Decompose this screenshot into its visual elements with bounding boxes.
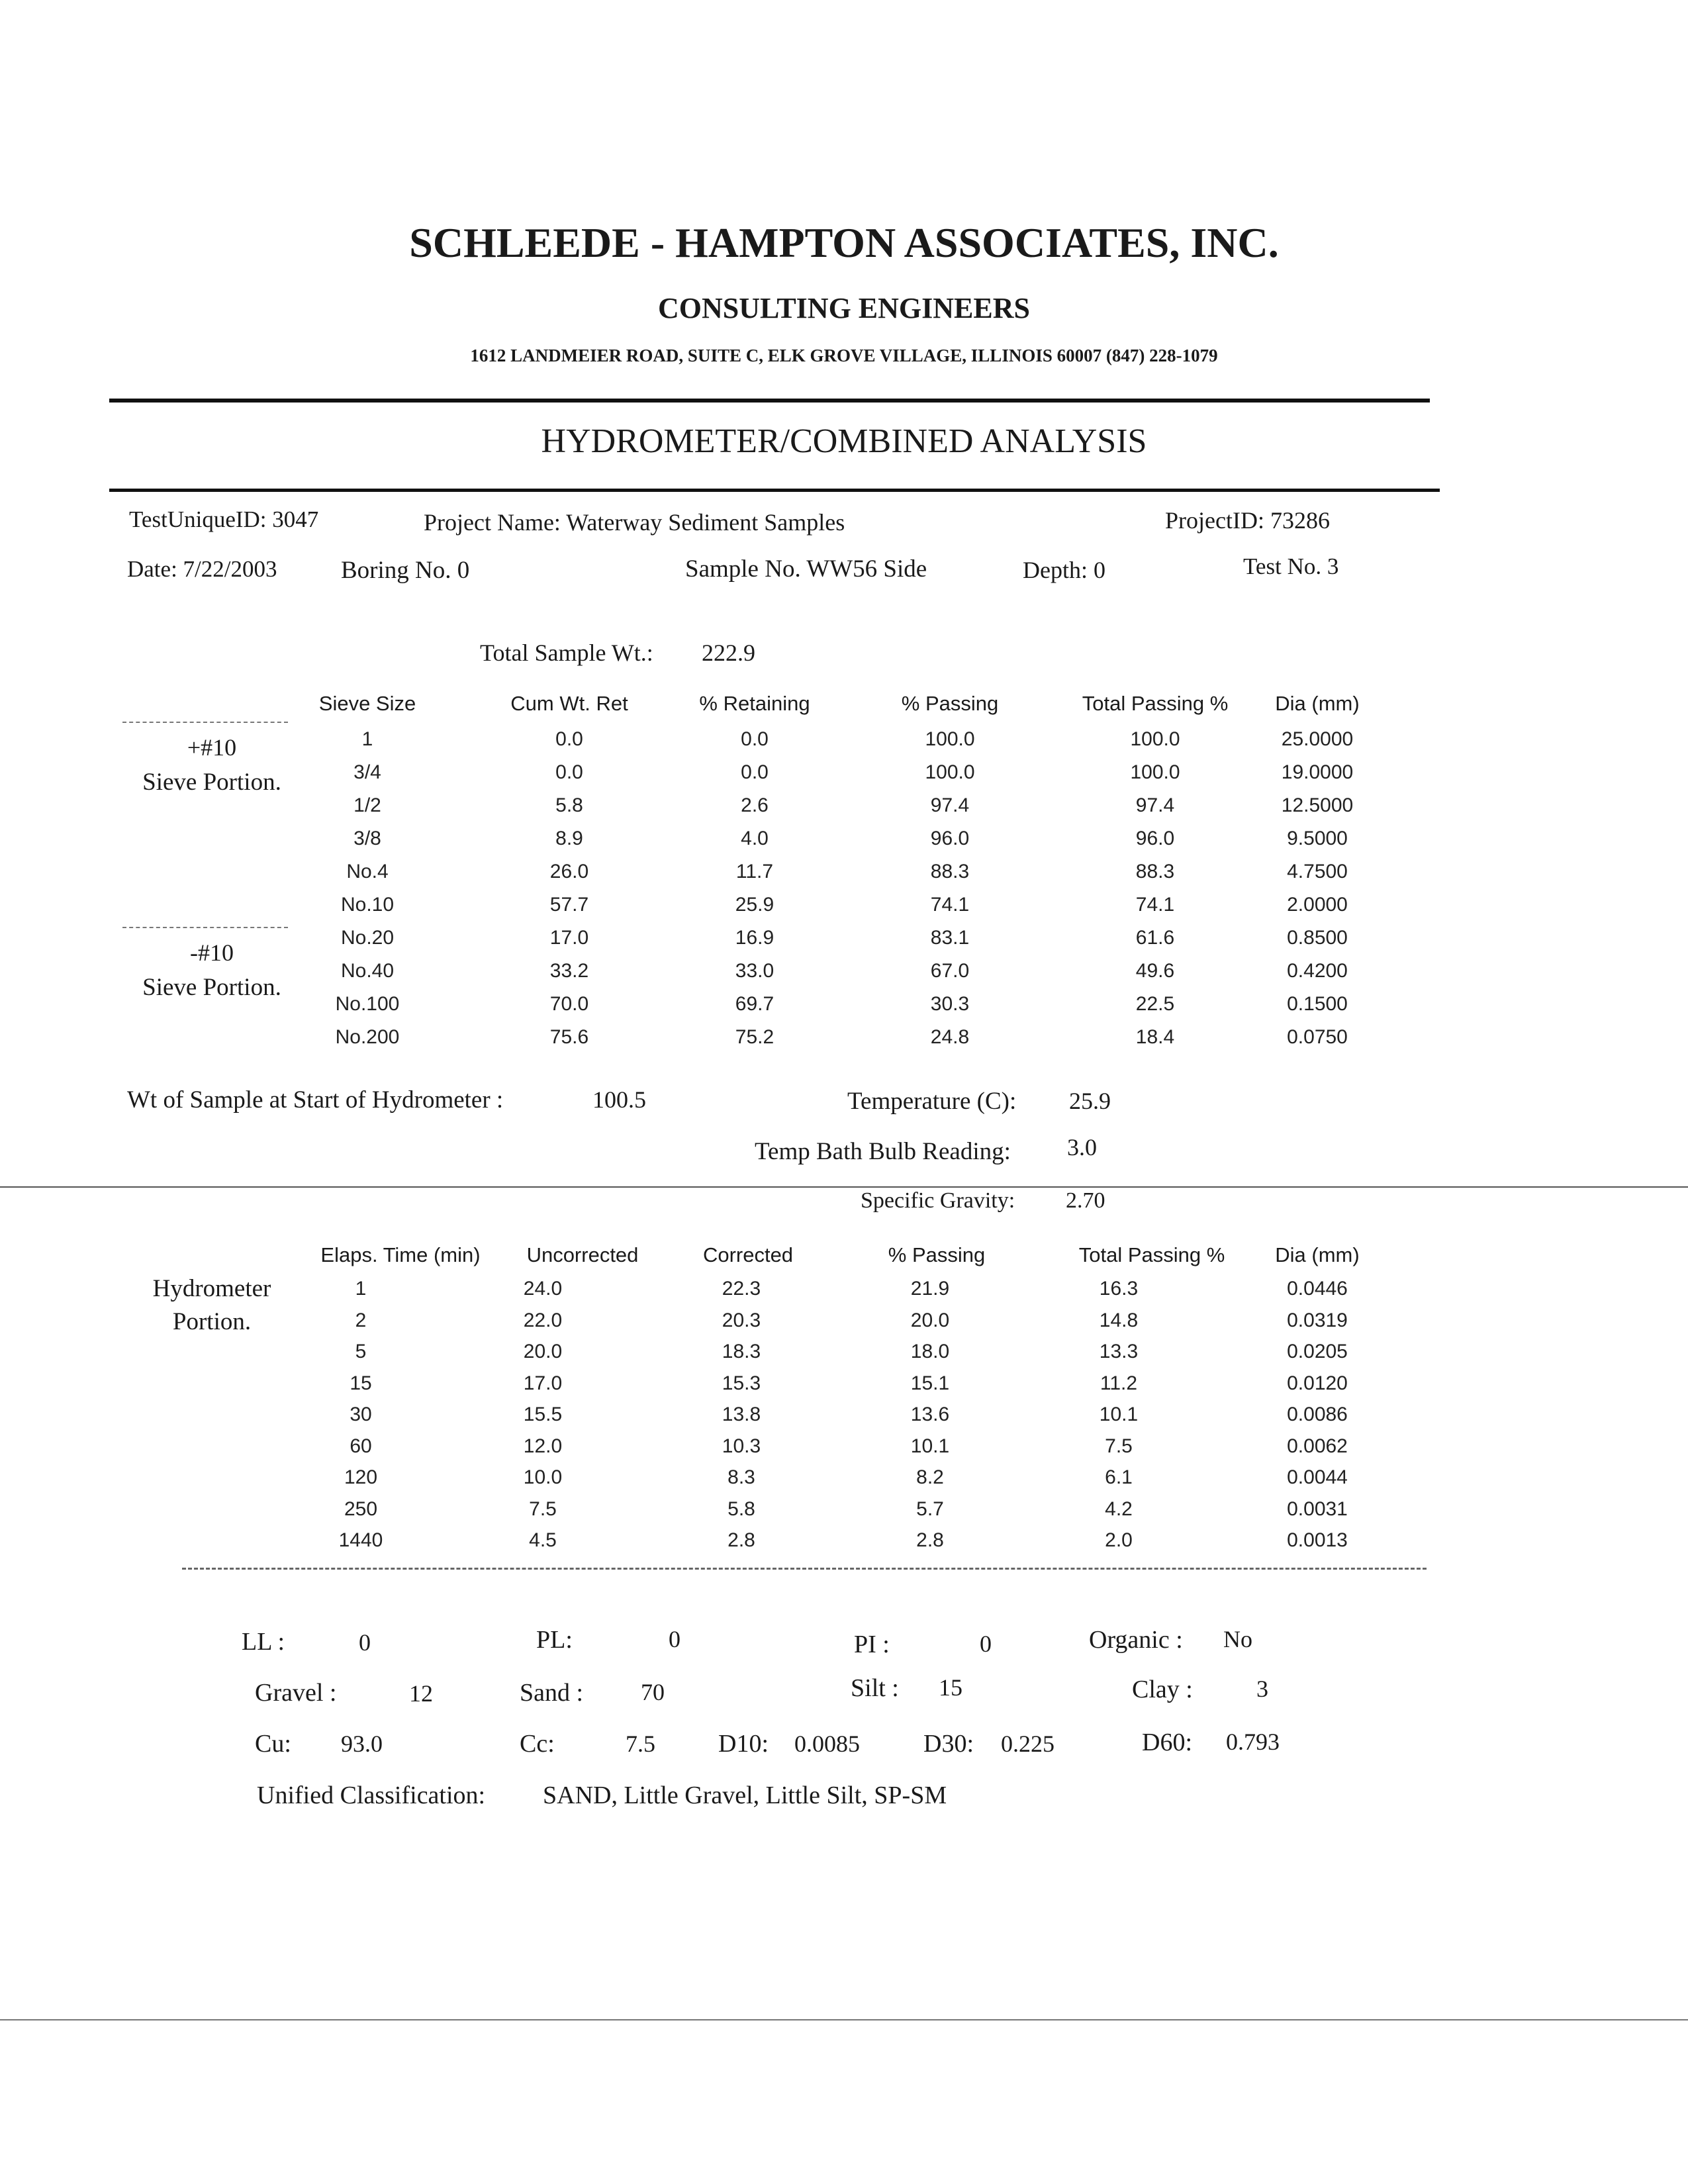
passing-cell: 24.8 xyxy=(930,1026,970,1048)
project-id: ProjectID: 73286 xyxy=(1165,507,1330,534)
cum-wt-cell: 0.0 xyxy=(555,761,583,783)
corrected-cell: 10.3 xyxy=(722,1435,761,1457)
cc-value: 7.5 xyxy=(626,1731,655,1757)
total-passing-cell: 97.4 xyxy=(1135,794,1175,816)
passing-cell: 10.1 xyxy=(910,1435,950,1457)
corrected-cell: 13.8 xyxy=(722,1403,761,1425)
table-row xyxy=(0,1026,1688,1059)
cum-wt-cell: 70.0 xyxy=(549,993,589,1015)
corrected-cell: 15.3 xyxy=(722,1372,761,1394)
dia-cell: 2.0000 xyxy=(1287,894,1348,916)
sieve-size-cell: 1 xyxy=(361,728,373,750)
corrected-cell: 22.3 xyxy=(722,1278,761,1300)
dia-cell: 0.0013 xyxy=(1287,1529,1348,1551)
pi-label: PI : xyxy=(854,1631,890,1658)
sieve-table-body xyxy=(0,728,1688,1059)
total-passing-cell: 4.2 xyxy=(1105,1497,1133,1520)
pi-value: 0 xyxy=(980,1631,992,1657)
d10-label: D10: xyxy=(718,1730,769,1758)
boring-no: Boring No. 0 xyxy=(341,557,470,584)
dia-cell: 0.0031 xyxy=(1287,1497,1348,1520)
ll-value: 0 xyxy=(359,1629,371,1656)
gravel-label: Gravel : xyxy=(255,1679,337,1707)
time-cell: 1 xyxy=(355,1278,367,1300)
organic-label: Organic : xyxy=(1089,1626,1183,1654)
uncorrected-cell: 10.0 xyxy=(523,1466,563,1488)
wt-hydrometer-value: 100.5 xyxy=(592,1086,646,1113)
cu-value: 93.0 xyxy=(341,1731,383,1757)
silt-label: Silt : xyxy=(851,1674,899,1702)
retaining-cell: 11.7 xyxy=(735,861,774,882)
time-cell: 30 xyxy=(350,1403,372,1425)
table-end-divider xyxy=(182,1568,1427,1570)
sieve-size-cell: No.10 xyxy=(340,894,395,916)
dia-cell: 0.1500 xyxy=(1287,993,1348,1015)
plus10-divider xyxy=(122,722,288,723)
sieve-size-cell: No.40 xyxy=(340,960,395,982)
total-sample-value: 222.9 xyxy=(702,640,755,666)
total-sample-label: Total Sample Wt.: xyxy=(480,640,653,666)
d10-value: 0.0085 xyxy=(794,1731,860,1757)
passing-cell: 88.3 xyxy=(930,861,970,882)
passing-cell: 20.0 xyxy=(910,1309,950,1331)
retaining-cell: 75.2 xyxy=(735,1026,774,1048)
hydrometer-sublabel: Portion. xyxy=(172,1308,252,1335)
hydrometer-label: Hydrometer xyxy=(152,1275,271,1302)
cum-wt-cell: 57.7 xyxy=(549,894,589,916)
total-passing-cell: 10.1 xyxy=(1099,1403,1139,1425)
sieve-header-size: Sieve Size xyxy=(318,692,416,715)
time-cell: 120 xyxy=(344,1466,378,1488)
specific-gravity-label: Specific Gravity: xyxy=(861,1188,1015,1213)
total-passing-cell: 100.0 xyxy=(1130,761,1180,783)
bulb-reading-value: 3.0 xyxy=(1067,1134,1097,1161)
total-passing-cell: 49.6 xyxy=(1135,960,1175,982)
dia-cell: 0.4200 xyxy=(1287,960,1348,982)
table-row xyxy=(0,761,1688,794)
table-row xyxy=(0,894,1688,927)
table-row xyxy=(0,728,1688,761)
cc-label: Cc: xyxy=(520,1730,555,1758)
retaining-cell: 69.7 xyxy=(735,993,774,1015)
total-passing-cell: 13.3 xyxy=(1099,1341,1139,1362)
sieve-size-cell: 3/4 xyxy=(353,761,381,783)
retaining-cell: 0.0 xyxy=(741,728,769,750)
retaining-cell: 4.0 xyxy=(741,828,769,849)
temperature-value: 25.9 xyxy=(1069,1088,1111,1114)
dia-cell: 0.8500 xyxy=(1287,927,1348,949)
clay-label: Clay : xyxy=(1132,1676,1193,1703)
cu-label: Cu: xyxy=(255,1730,291,1758)
table-row xyxy=(0,1341,1688,1372)
dia-cell: 0.0446 xyxy=(1287,1278,1348,1300)
corrected-cell: 18.3 xyxy=(722,1341,761,1362)
passing-cell: 100.0 xyxy=(925,728,975,750)
hydrometer-table-body xyxy=(0,1278,1688,1561)
table-row xyxy=(0,1529,1688,1561)
dia-cell: 0.0205 xyxy=(1287,1341,1348,1362)
d60-label: D60: xyxy=(1142,1729,1192,1756)
dia-cell: 0.0062 xyxy=(1287,1435,1348,1457)
sand-value: 70 xyxy=(641,1679,665,1705)
total-passing-cell: 74.1 xyxy=(1135,894,1175,916)
report-title: HYDROMETER/COMBINED ANALYSIS xyxy=(541,422,1147,460)
passing-cell: 13.6 xyxy=(910,1403,950,1425)
dia-cell: 0.0120 xyxy=(1287,1372,1348,1394)
passing-cell: 15.1 xyxy=(910,1372,950,1394)
wt-hydrometer-label: Wt of Sample at Start of Hydrometer : xyxy=(127,1086,504,1114)
passing-cell: 21.9 xyxy=(910,1278,950,1300)
retaining-cell: 25.9 xyxy=(735,894,774,916)
total-passing-cell: 22.5 xyxy=(1135,993,1175,1015)
sieve-size-cell: No.20 xyxy=(340,927,395,949)
depth: Depth: 0 xyxy=(1023,557,1105,583)
total-passing-cell: 2.0 xyxy=(1105,1529,1133,1551)
dia-cell: 12.5000 xyxy=(1281,794,1354,816)
sieve-size-cell: 1/2 xyxy=(353,794,381,816)
sieve-size-cell: No.100 xyxy=(335,993,400,1015)
total-passing-cell: 100.0 xyxy=(1130,728,1180,750)
table-row xyxy=(0,960,1688,993)
hydro-header-uncorrected: Uncorrected xyxy=(526,1243,639,1266)
hydro-header-corrected: Corrected xyxy=(702,1243,794,1266)
sieve-header-cumwt: Cum Wt. Ret xyxy=(510,692,628,715)
passing-cell: 97.4 xyxy=(930,794,970,816)
corrected-cell: 8.3 xyxy=(727,1466,755,1488)
pl-value: 0 xyxy=(669,1626,680,1652)
hydro-header-total-passing: Total Passing % xyxy=(1078,1243,1225,1266)
company-subtitle: CONSULTING ENGINEERS xyxy=(658,292,1030,324)
clay-value: 3 xyxy=(1256,1676,1268,1702)
cum-wt-cell: 26.0 xyxy=(549,861,589,882)
plus10-sublabel: Sieve Portion. xyxy=(142,769,281,796)
cum-wt-cell: 8.9 xyxy=(555,828,583,849)
hydro-header-time: Elaps. Time (min) xyxy=(320,1243,481,1266)
minus10-sublabel: Sieve Portion. xyxy=(142,974,281,1001)
passing-cell: 67.0 xyxy=(930,960,970,982)
table-row xyxy=(0,927,1688,960)
time-cell: 60 xyxy=(350,1435,372,1457)
retaining-cell: 2.6 xyxy=(741,794,769,816)
time-cell: 250 xyxy=(344,1497,378,1520)
retaining-cell: 33.0 xyxy=(735,960,774,982)
corrected-cell: 5.8 xyxy=(727,1497,755,1520)
title-divider xyxy=(109,489,1440,492)
passing-cell: 2.8 xyxy=(916,1529,944,1551)
corrected-cell: 20.3 xyxy=(722,1309,761,1331)
sieve-header-total-passing: Total Passing % xyxy=(1082,692,1229,715)
company-name: SCHLEEDE - HAMPTON ASSOCIATES, INC. xyxy=(409,219,1279,266)
sieve-header-passing: % Passing xyxy=(901,692,999,715)
passing-cell: 100.0 xyxy=(925,761,975,783)
bulb-reading-label: Temp Bath Bulb Reading: xyxy=(755,1138,1011,1165)
company-address: 1612 LANDMEIER ROAD, SUITE C, ELK GROVE VILLAGE, ILLINOIS 60007 (847) 228-1079 xyxy=(470,346,1218,365)
time-cell: 5 xyxy=(355,1341,367,1362)
total-passing-cell: 88.3 xyxy=(1135,861,1175,882)
gravel-value: 12 xyxy=(409,1680,433,1707)
uncorrected-cell: 12.0 xyxy=(523,1435,563,1457)
bottom-divider xyxy=(0,2019,1688,2020)
organic-value: No xyxy=(1223,1626,1252,1652)
temperature-label: Temperature (C): xyxy=(847,1088,1017,1115)
uncorrected-cell: 24.0 xyxy=(523,1278,563,1300)
table-row xyxy=(0,861,1688,894)
dia-cell: 25.0000 xyxy=(1281,728,1354,750)
uncorrected-cell: 17.0 xyxy=(523,1372,563,1394)
dia-cell: 0.0086 xyxy=(1287,1403,1348,1425)
total-passing-cell: 7.5 xyxy=(1105,1435,1133,1457)
total-passing-cell: 16.3 xyxy=(1099,1278,1139,1300)
uncorrected-cell: 7.5 xyxy=(529,1497,557,1520)
classification-label: Unified Classification: xyxy=(257,1781,486,1809)
table-row xyxy=(0,1403,1688,1435)
sieve-size-cell: 3/8 xyxy=(353,828,381,849)
cum-wt-cell: 0.0 xyxy=(555,728,583,750)
table-row xyxy=(0,993,1688,1026)
time-cell: 1440 xyxy=(338,1529,383,1551)
cum-wt-cell: 17.0 xyxy=(549,927,589,949)
cum-wt-cell: 5.8 xyxy=(555,794,583,816)
dia-cell: 9.5000 xyxy=(1287,828,1348,849)
sieve-header-retaining: % Retaining xyxy=(699,692,810,715)
dia-cell: 19.0000 xyxy=(1281,761,1354,783)
dia-cell: 0.0750 xyxy=(1287,1026,1348,1048)
passing-cell: 96.0 xyxy=(930,828,970,849)
d60-value: 0.793 xyxy=(1226,1729,1280,1755)
minus10-label: -#10 xyxy=(190,939,234,966)
passing-cell: 83.1 xyxy=(930,927,970,949)
classification-value: SAND, Little Gravel, Little Silt, SP-SM xyxy=(543,1781,947,1809)
table-row xyxy=(0,1466,1688,1498)
total-passing-cell: 14.8 xyxy=(1099,1309,1139,1331)
table-row xyxy=(0,1309,1688,1341)
ll-label: LL : xyxy=(242,1628,285,1656)
hydrometer-divider xyxy=(0,1186,1688,1188)
test-date: Date: 7/22/2003 xyxy=(127,556,277,582)
table-row xyxy=(0,1435,1688,1467)
uncorrected-cell: 4.5 xyxy=(529,1529,557,1551)
time-cell: 2 xyxy=(355,1309,367,1331)
total-passing-cell: 96.0 xyxy=(1135,828,1175,849)
dia-cell: 0.0319 xyxy=(1287,1309,1348,1331)
hydro-header-dia: Dia (mm) xyxy=(1275,1243,1360,1266)
table-row xyxy=(0,828,1688,861)
uncorrected-cell: 22.0 xyxy=(523,1309,563,1331)
sieve-size-cell: No.4 xyxy=(346,861,389,882)
retaining-cell: 0.0 xyxy=(741,761,769,783)
uncorrected-cell: 20.0 xyxy=(523,1341,563,1362)
passing-cell: 30.3 xyxy=(930,993,970,1015)
d30-value: 0.225 xyxy=(1001,1731,1055,1757)
plus10-label: +#10 xyxy=(187,734,237,761)
time-cell: 15 xyxy=(350,1372,372,1394)
total-passing-cell: 6.1 xyxy=(1105,1466,1133,1488)
retaining-cell: 16.9 xyxy=(735,927,774,949)
silt-value: 15 xyxy=(939,1674,962,1701)
cum-wt-cell: 33.2 xyxy=(549,960,589,982)
total-passing-cell: 11.2 xyxy=(1100,1372,1138,1394)
corrected-cell: 2.8 xyxy=(727,1529,755,1551)
total-passing-cell: 18.4 xyxy=(1135,1026,1175,1048)
table-row xyxy=(0,1372,1688,1404)
test-no: Test No. 3 xyxy=(1243,553,1339,579)
table-row xyxy=(0,1278,1688,1309)
passing-cell: 18.0 xyxy=(910,1341,950,1362)
d30-label: D30: xyxy=(923,1730,974,1758)
dia-cell: 4.7500 xyxy=(1287,861,1348,882)
table-row xyxy=(0,794,1688,828)
hydro-header-passing: % Passing xyxy=(888,1243,986,1266)
specific-gravity-value: 2.70 xyxy=(1066,1188,1105,1213)
sieve-size-cell: No.200 xyxy=(335,1026,400,1048)
cum-wt-cell: 75.6 xyxy=(549,1026,589,1048)
uncorrected-cell: 15.5 xyxy=(523,1403,563,1425)
sample-no: Sample No. WW56 Side xyxy=(685,555,927,583)
table-row xyxy=(0,1498,1688,1530)
dia-cell: 0.0044 xyxy=(1287,1466,1348,1488)
sieve-header-dia: Dia (mm) xyxy=(1275,692,1360,715)
passing-cell: 5.7 xyxy=(916,1497,944,1520)
test-unique-id: TestUniqueID: 3047 xyxy=(129,506,319,532)
pl-label: PL: xyxy=(536,1626,573,1654)
header-divider xyxy=(109,399,1430,403)
total-passing-cell: 61.6 xyxy=(1135,927,1175,949)
project-name: Project Name: Waterway Sediment Samples xyxy=(424,509,845,536)
passing-cell: 74.1 xyxy=(930,894,970,916)
passing-cell: 8.2 xyxy=(916,1466,944,1488)
sand-label: Sand : xyxy=(520,1679,584,1707)
